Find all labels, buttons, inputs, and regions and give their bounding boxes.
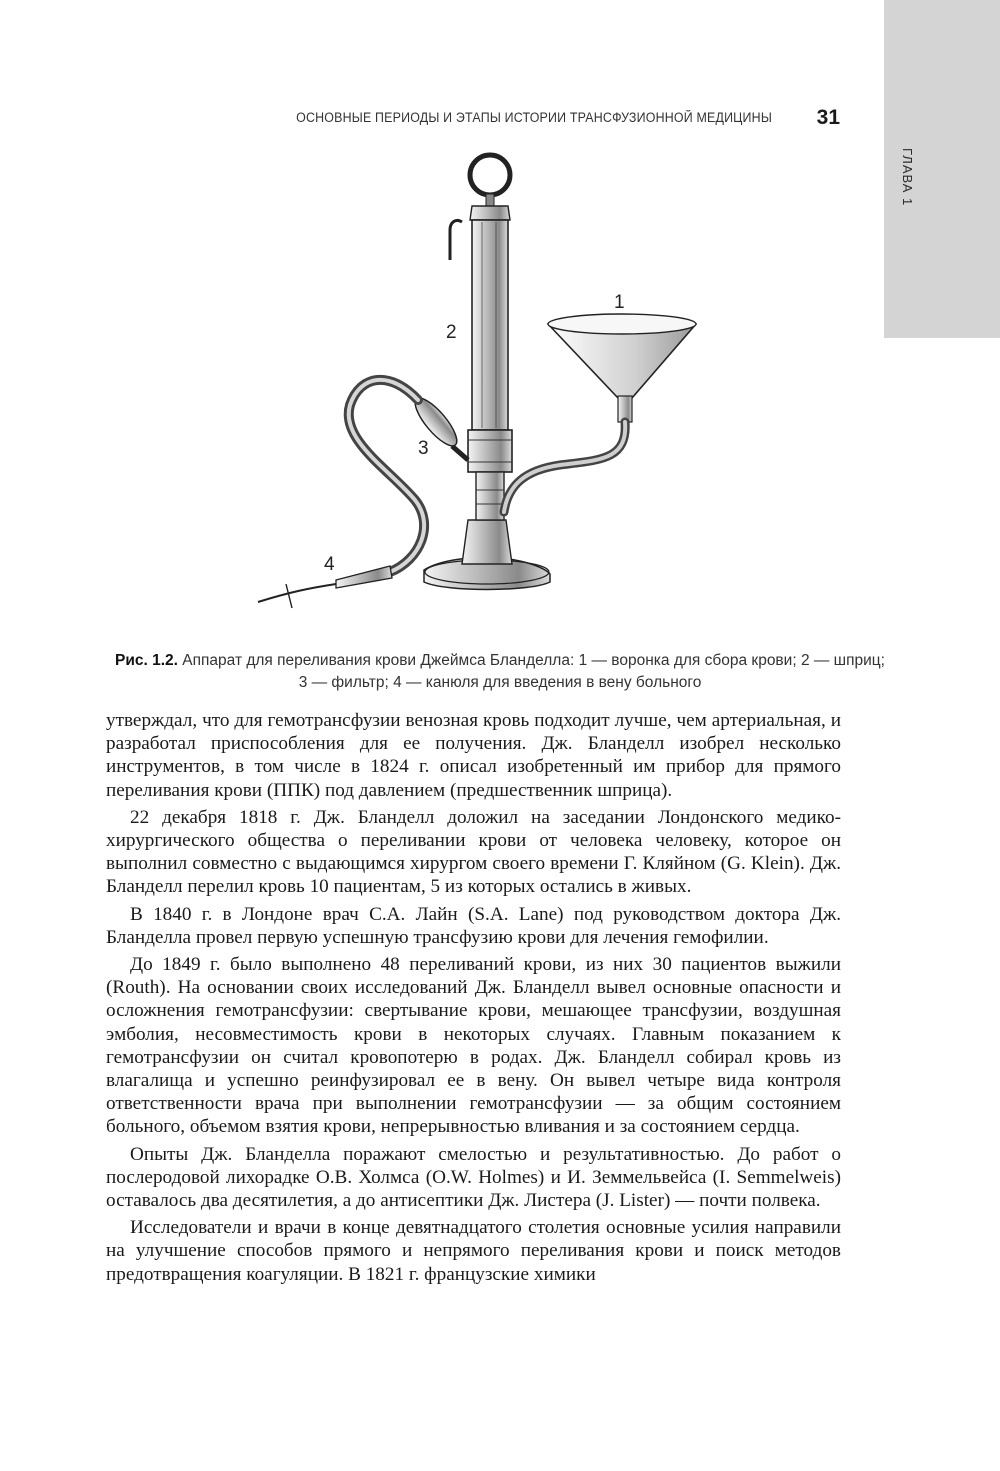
paragraph: В 1840 г. в Лондоне врач С.А. Лайн (S.A. Lane) под руководством доктора Дж. Бланделла провел первую успешную трансфузию крови для лечения гемофилии. <box>106 903 841 948</box>
figure-number: Рис. 1.2. <box>115 652 178 669</box>
syringe-barrel <box>450 206 512 520</box>
running-title: ОСНОВНЫЕ ПЕРИОДЫ И ЭТАПЫ ИСТОРИИ ТРАНСФУЗИОННОЙ МЕДИЦИНЫ <box>296 110 772 125</box>
paragraph: Опыты Дж. Бланделла поражают смелостью и результативностью. До работ о послеродовой лихорадке О.В. Холмса (O.W. Holmes) и И. Земмельвейса (I. Semmelweis) оставалось два десятилетия, а до антисептики Дж. Листера (J. Lister) — почти полвека. <box>106 1143 841 1212</box>
label-cannula: 4 <box>324 554 335 575</box>
page-number: 31 <box>816 106 840 129</box>
label-syringe: 2 <box>446 322 457 343</box>
stand-base <box>424 520 550 590</box>
paragraph: До 1849 г. было выполнено 48 переливаний крови, из них 30 пациентов выжили (Routh). На основании своих исследований Дж. Бланделл вывел основные опасности и осложнения гемотрансфузии: свертывание крови, мешающее трансфузии, воздушная эмболия, несовместимость крови в некоторых случаях. Главным показанием к гемотрансфузии он считал кровопотерю в родах. Дж. Бланделл собирал кровь из влагалища и успешно реинфузировал ее в вену. Он вывел четыре вида контроля ответственности врача при выполнении гемотрансфузии — за общим состоянием больного, объемом взятия крови, непрерывностью вливания и за состоянием сердца. <box>106 954 841 1138</box>
body-text <box>106 709 841 1286</box>
label-funnel: 1 <box>614 292 625 313</box>
syringe-ring-handle <box>470 155 510 208</box>
paragraph: утверждал, что для гемотрансфузии венозная кровь подходит лучше, чем артериальная, и разработал приспособления для ее получения. Дж. Бланделл изобрел несколько инструментов, в том числе в 1824 г. описал изобретенный им прибор для прямого переливания крови (ППК) под давлением (предшественник шприца). <box>106 710 841 801</box>
figure-caption <box>110 650 890 694</box>
chapter-tab-label: ГЛАВА 1 <box>900 148 915 207</box>
figure-caption-text: Аппарат для переливания крови Джеймса Бланделла: 1 — воронка для сбора крови; 2 — шприц; 3 — фильтр; 4 — канюля для введения в вену больного <box>182 652 885 691</box>
blundell-apparatus-illustration <box>240 140 720 620</box>
funnel <box>548 314 696 422</box>
label-filter: 3 <box>418 438 429 459</box>
paragraph: 22 декабря 1818 г. Дж. Бланделл доложил на заседании Лондонского медико-хирургического общества о переливании крови от человека человеку, которое он выполнил совместно с выдающимся хирургом своего времени Г. Кляйном (G. Klein). Дж. Бланделл перелил кровь 10 пациентам, 5 из которых остались в живых. <box>106 806 841 898</box>
funnel-tube <box>504 422 625 512</box>
cannula-tube <box>349 380 424 572</box>
paragraph: Исследователи и врачи в конце девятнадцатого столетия основные усилия направили на улучшение способов прямого и непрямого переливания крови и поиск методов предотвращения коагуляции. В 1821 г. французские химики <box>106 1217 841 1285</box>
